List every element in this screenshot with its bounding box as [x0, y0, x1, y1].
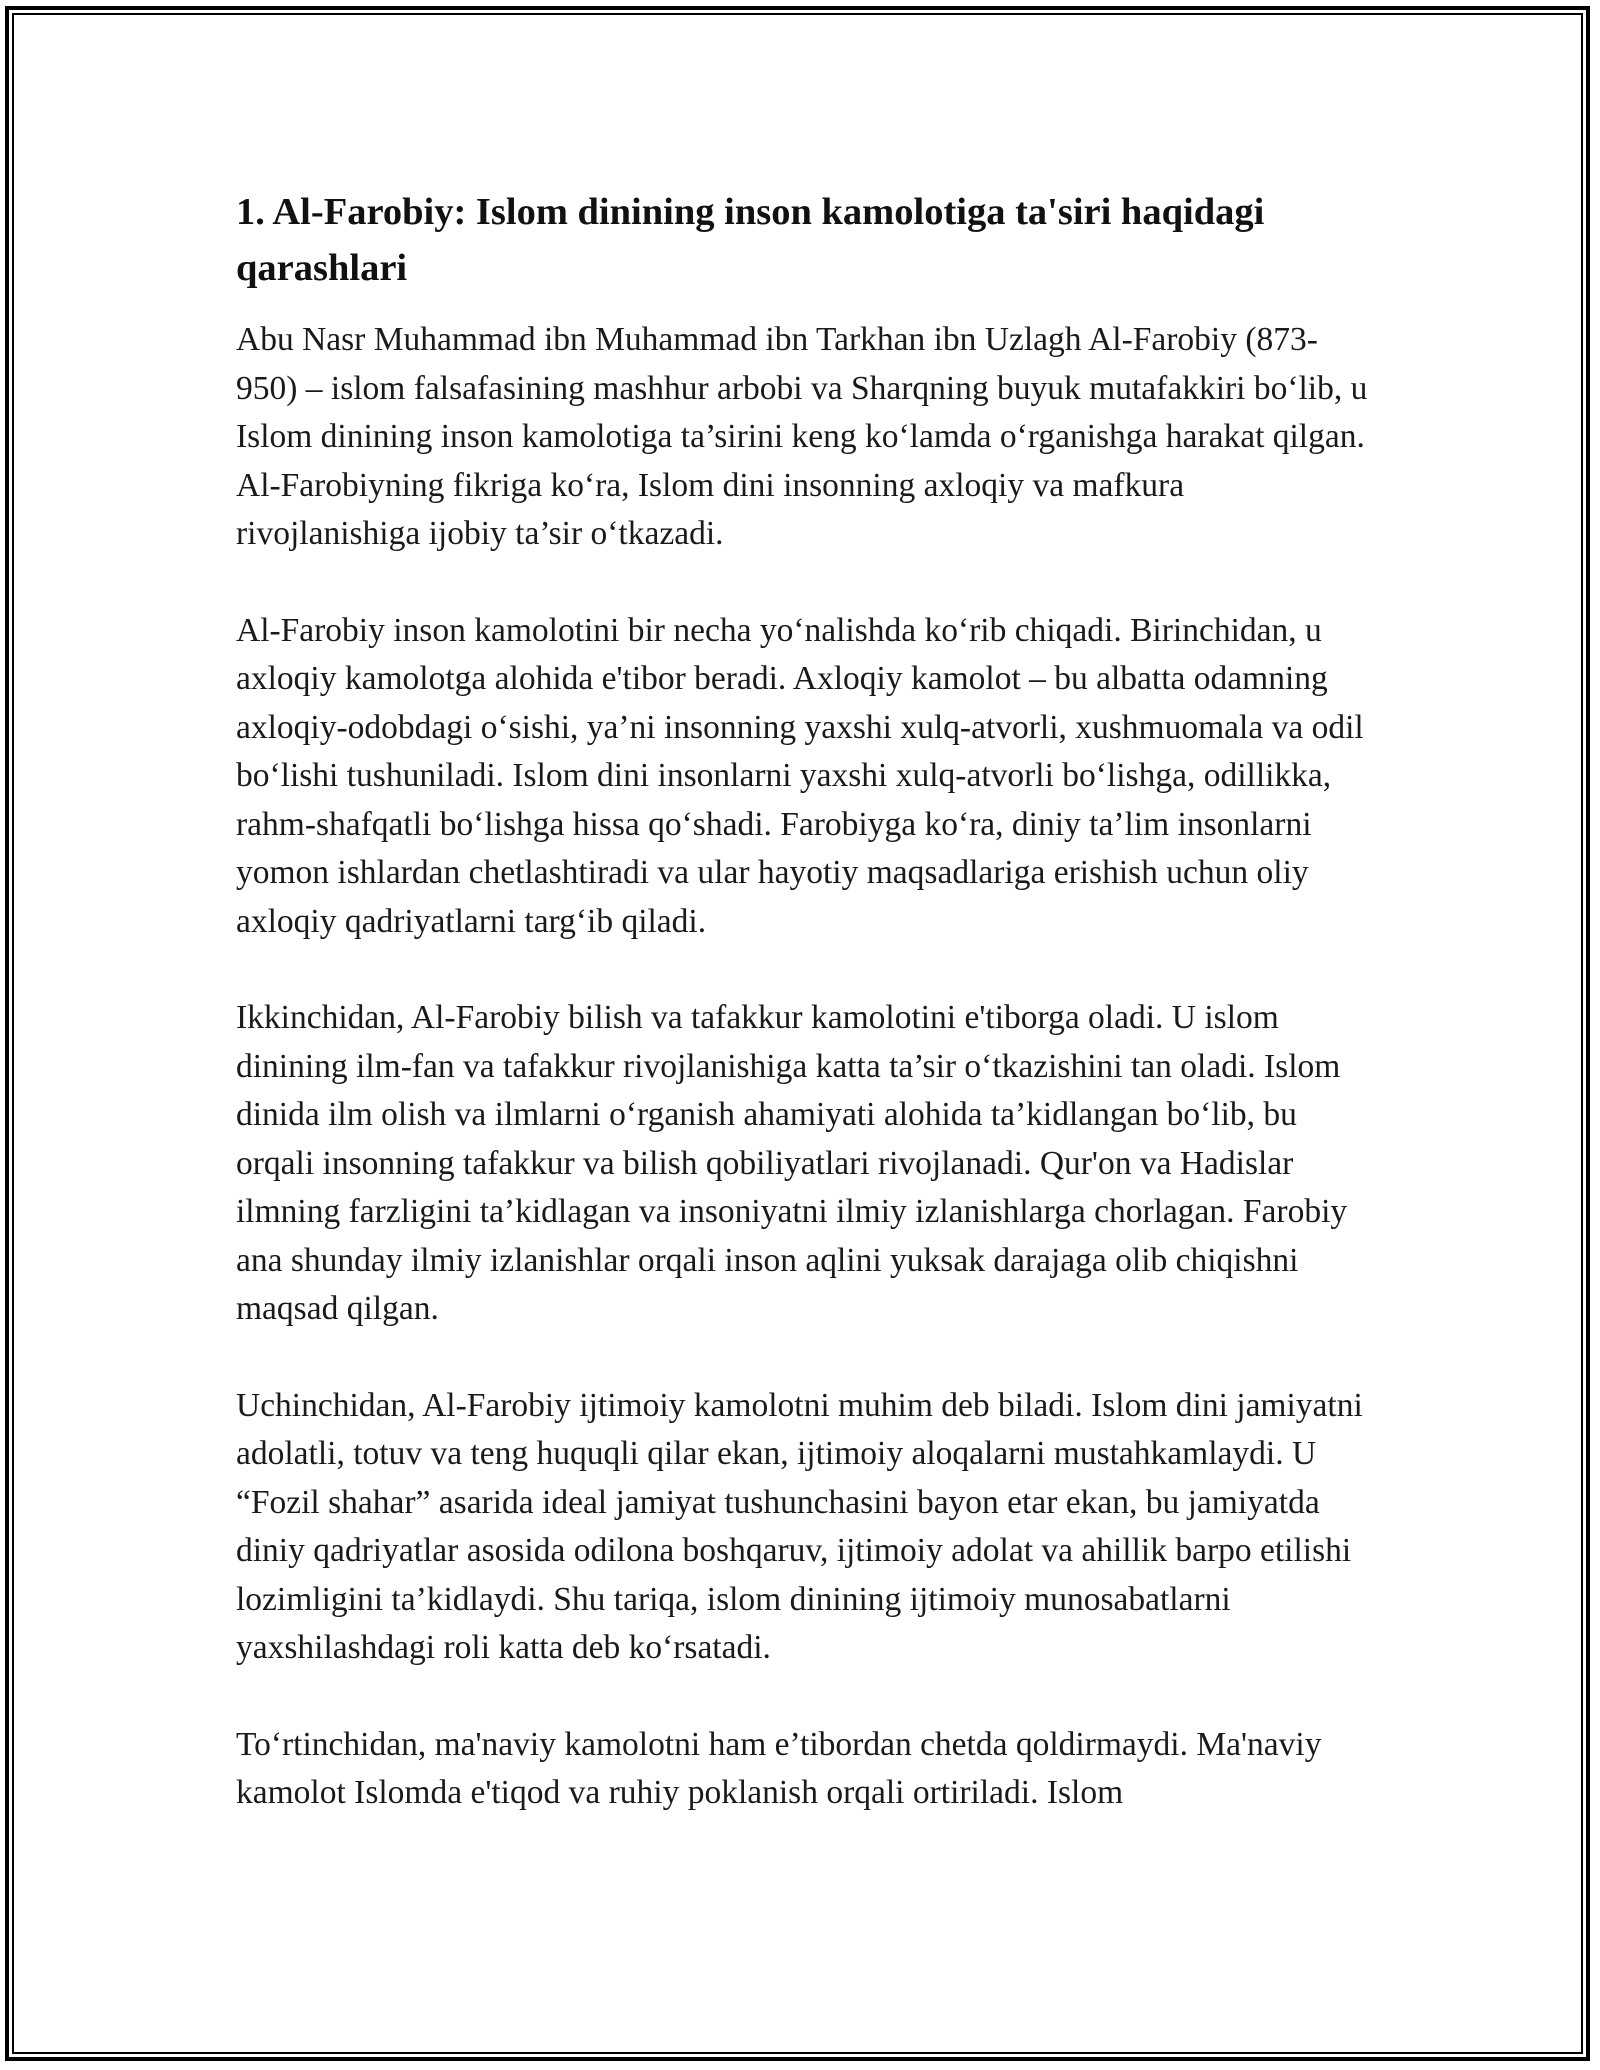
document-body — [236, 184, 1371, 1866]
paragraph-intellectual-perfection: Ikkinchidan, Al-Farobiy bilish va tafakkur kamolotini e'tiborga oladi. U islom dinining ilm-fan va tafakkur rivojlanishiga katta ta’sir o‘tkazishini tan oladi. Islom dinida ilm olish va ilmlarni o‘rganish ahamiyati alohida ta’kidlangan bo‘lib, bu orqali insonning tafakkur va bilish qobiliyatlari rivojlanadi. Qur'on va Hadislar ilmning farzligini ta’kidlagan va insoniyatni ilmiy izlanishlarga chorlagan. Farobiy ana shunday ilmiy izlanishlar orqali inson aqlini yuksak darajaga olib chiqishni maqsad qilgan. — [236, 999, 1348, 1327]
document-heading: 1. Al-Farobiy: Islom dinining inson kamolotiga ta'siri haqidagi qarashlari — [236, 191, 1265, 289]
paragraph-spiritual-perfection: To‘rtinchidan, ma'naviy kamolotni ham e’tibordan chetda qoldirmaydi. Ma'naviy kamolot Islomda e'tiqod va ruhiy poklanish orqali ortiriladi. Islom — [236, 1725, 1322, 1811]
paragraph-intro: Abu Nasr Muhammad ibn Muhammad ibn Tarkhan ibn Uzlagh Al-Farobiy (873-950) – islom falsafasining mashhur arbobi va Sharqning buyuk mutafakkiri bo‘lib, u Islom dinining inson kamolotiga ta’sirini keng ko‘lamda o‘rganishga harakat qilgan. Al-Farobiyning fikriga ko‘ra, Islom dini insonning axloqiy va mafkura rivojlanishiga ijobiy ta’sir o‘tkazadi. — [236, 321, 1368, 552]
paragraph-social-perfection: Uchinchidan, Al-Farobiy ijtimoiy kamolotni muhim deb biladi. Islom dini jamiyatni adolatli, totuv va teng huquqli qilar ekan, ijtimoiy aloqalarni mustahkamlaydi. U “Fozil shahar” asarida ideal jamiyat tushunchasini bayon etar ekan, bu jamiyatda diniy qadriyatlar asosida odilona boshqaruv, ijtimoiy adolat va ahillik barpo etilishi lozimligini ta’kidlaydi. Shu tariqa, islom dinining ijtimoiy munosabatlarni yaxshilashdagi roli katta deb ko‘rsatadi. — [236, 1386, 1363, 1666]
paragraph-moral-perfection: Al-Farobiy inson kamolotini bir necha yo‘nalishda ko‘rib chiqadi. Birinchidan, u axloqiy kamolotga alohida e'tibor beradi. Axloqiy kamolot – bu albatta odamning axloqiy-odobdagi o‘sishi, ya’ni insonning yaxshi xulq-atvorli, xushmuomala va odil bo‘lishi tushuniladi. Islom dini insonlarni yaxshi xulq-atvorli bo‘lishga, odillikka, rahm-shafqatli bo‘lishga hissa qo‘shadi. Farobiyga ko‘ra, diniy ta’lim insonlarni yomon ishlardan chetlashtiradi va ular hayotiy maqsadlariga erishish uchun oliy axloqiy qadriyatlarni targ‘ib qiladi. — [236, 611, 1364, 940]
